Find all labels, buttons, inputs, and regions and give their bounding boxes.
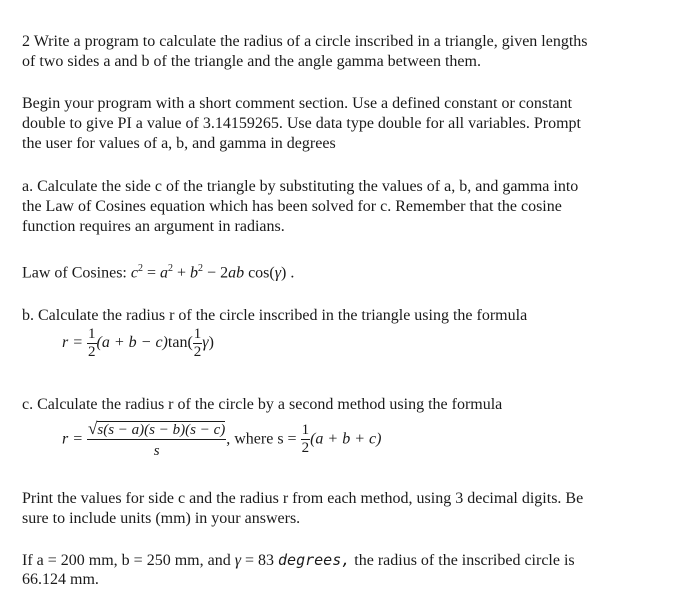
- law-a: a: [160, 264, 169, 282]
- formula-c: [62, 420, 381, 459]
- formula-b-gamma: γ: [202, 334, 209, 352]
- law-of-cosines: [22, 259, 294, 283]
- example-line-1: [22, 550, 575, 571]
- formula-c-s-fraction: [301, 423, 311, 456]
- law-a-exp: 2: [168, 263, 174, 274]
- setup-line-1: Begin your program with a short comment section. Use a defined constant or constant: [22, 95, 573, 112]
- output-line-2: sure to include units (mm) in your answers.: [22, 510, 301, 527]
- law-end: ) .: [281, 264, 295, 282]
- formula-c-denominator: s: [153, 443, 160, 459]
- document-page: [22, 0, 672, 609]
- example-gamma: γ: [234, 552, 241, 569]
- law-lhs: c: [130, 264, 138, 282]
- example-degrees: degrees,: [278, 551, 351, 569]
- problem-number: 2: [22, 33, 30, 50]
- formula-c-s-frac-num: 1: [301, 422, 310, 438]
- law-b-exp: 2: [198, 263, 204, 274]
- part-b-line-1: b. Calculate the radius r of the circle inscribed in the triangle using the formula: [22, 307, 528, 324]
- setup-line-2: double to give PI a value of 3.14159265. Use data type double for all variables. Prompt: [22, 115, 581, 132]
- formula-c-r: r =: [62, 430, 88, 448]
- formula-b-paren: (a + b − c): [96, 334, 168, 352]
- sqrt-icon: √: [88, 419, 98, 438]
- intro-line-2: of two sides a and b of the triangle and the angle gamma between them.: [22, 53, 481, 70]
- formula-b-fraction: [87, 327, 97, 360]
- intro-paragraph: [22, 32, 588, 52]
- law-b: b: [190, 264, 199, 282]
- law-plus: +: [173, 264, 191, 282]
- law-minus: − 2: [203, 264, 229, 282]
- formula-c-sqrt-expr: s(s − a)(s − b)(s − c): [97, 422, 226, 438]
- example-line-2: 66.124 mm.: [22, 571, 99, 588]
- law-gamma: γ: [274, 264, 282, 282]
- formula-c-fraction: [87, 420, 226, 459]
- formula-c-s-expr: (a + b + c): [310, 430, 382, 448]
- law-cos: cos(: [244, 264, 275, 282]
- example-eq: = 83: [241, 552, 279, 569]
- formula-b-frac-num: 1: [88, 326, 96, 342]
- setup-line-3: the user for values of a, b, and gamma in degrees: [22, 135, 336, 152]
- output-line-1: Print the values for side c and the radius r from each method, using 3 decimal digits. Be: [22, 490, 584, 507]
- formula-b: [62, 327, 214, 360]
- formula-c-numerator: [87, 420, 226, 440]
- part-c-line-1: c. Calculate the radius r of the circle by a second method using the formula: [22, 396, 503, 413]
- formula-c-s-frac-den: 2: [301, 440, 310, 456]
- intro-line-1: Write a program to calculate the radius of a circle inscribed in a triangle, given lengths: [33, 33, 588, 50]
- formula-b-close: ): [208, 334, 214, 352]
- law-label: Law of Cosines:: [22, 264, 127, 282]
- formula-b-gamma-frac-den: 2: [193, 344, 202, 360]
- example-prefix: If a = 200 mm, b = 250 mm, and: [22, 552, 235, 569]
- formula-b-tan: tan(: [167, 334, 193, 352]
- part-a-line-2: the Law of Cosines equation which has been solved for c. Remember that the cosine: [22, 198, 562, 215]
- formula-b-frac-den: 2: [88, 344, 96, 360]
- example-suffix: the radius of the inscribed circle is: [350, 552, 575, 569]
- law-eq: =: [142, 264, 161, 282]
- part-a-line-1: a. Calculate the side c of the triangle by substituting the values of a, b, and gamma into: [22, 178, 579, 195]
- formula-c-where: , where s =: [226, 430, 301, 448]
- law-lhs-exp: 2: [137, 263, 143, 274]
- part-a-line-3: function requires an argument in radians.: [22, 218, 285, 235]
- formula-b-r: r =: [62, 334, 88, 352]
- formula-b-gamma-frac-num: 1: [193, 326, 202, 342]
- formula-b-gamma-fraction: [193, 327, 203, 360]
- law-ab: ab: [228, 264, 245, 282]
